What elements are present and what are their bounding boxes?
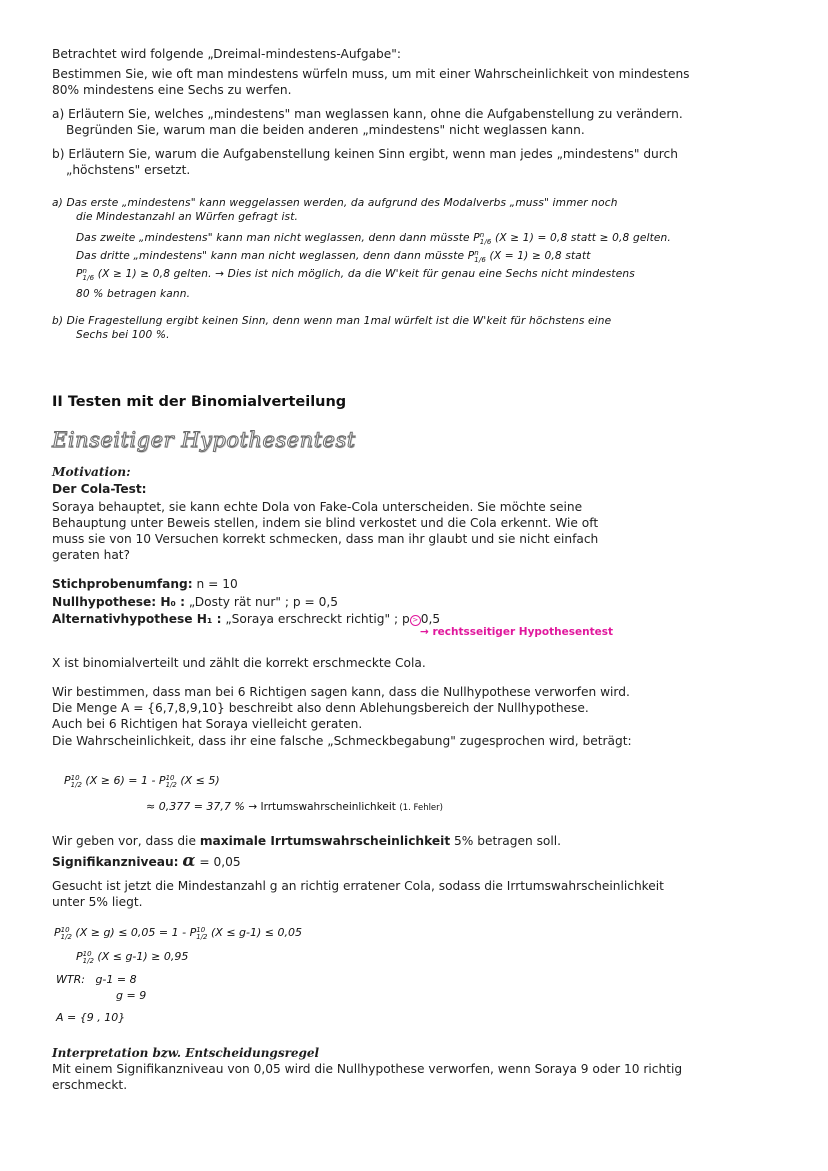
prob-symbol: P10 1/2 xyxy=(54,926,72,941)
task-b-1: b) Erläutern Sie, warum die Aufgabenstellung keinen Sinn ergibt, wenn man jedes „mindestens" durch xyxy=(52,147,678,161)
formula-1: P10 1/2 (X ≥ 6) = 1 - P10 1/2 (X ≤ 5) xyxy=(64,774,220,789)
prob-symbol: Pn 1/6 xyxy=(473,231,492,246)
task-b-2: „höchstens" ersetzt. xyxy=(66,163,191,177)
section-title: Einseitiger Hypothesentest xyxy=(52,428,356,452)
prob-symbol: Pn 1/6 xyxy=(76,267,95,282)
task-intro: Betrachtet wird folgende „Dreimal-mindestens-Aufgabe": xyxy=(52,47,401,61)
cola-para-2: Behauptung unter Beweis stellen, indem sie blind verkostet und die Cola erkennt. Wie oft xyxy=(52,516,599,530)
task-a-1: a) Erläutern Sie, welches „mindestens" man weglassen kann, ohne die Aufgabenstellung zu verändern. xyxy=(52,107,683,121)
right-tailed-note: → rechtsseitiger Hypothesentest xyxy=(420,626,614,638)
answer-b-1: b) Die Fragestellung ergibt keinen Sinn, denn wenn man 1mal würfelt ist die W'keit für höchstens eine xyxy=(52,315,612,327)
cola-para-4: geraten hat? xyxy=(52,548,131,562)
section-heading: II Testen mit der Binomialverteilung xyxy=(52,394,347,410)
answer-a-6: 80 % betragen kann. xyxy=(76,288,191,300)
alt-hypothesis: Alternativhypothese H₁ : „Soraya erschreckt richtig" ; p > 0,5 xyxy=(52,612,441,626)
equation-3: WTR: g-1 = 8 xyxy=(56,973,137,986)
interpretation-line-1: Mit einem Signifikanzniveau von 0,05 wird die Nullhypothese verworfen, wenn Soraya 9 oder 10 richtig xyxy=(52,1062,683,1076)
null-hypothesis: Nullhypothese: H₀ : „Dosty rät nur" ; p = 0,5 xyxy=(52,595,338,609)
answer-a-4: Das dritte „mindestens" kann man nicht weglassen, denn dann müsste Pn 1/6 (X = 1) ≥ 0,8 statt xyxy=(76,249,591,264)
equation-4: g = 9 xyxy=(116,989,147,1002)
given-line: Wir geben vor, dass die maximale Irrtumswahrscheinlichkeit 5% betragen soll. xyxy=(52,834,562,848)
prob-symbol: P10 1/2 xyxy=(158,774,177,789)
prob-symbol: P10 1/2 xyxy=(189,926,208,941)
task-line-1: Bestimmen Sie, wie oft man mindestens würfeln muss, um mit einer Wahrscheinlichkeit von mindestens xyxy=(52,67,690,81)
prob-symbol: Pn 1/6 xyxy=(467,249,486,264)
task-a-2: Begründen Sie, warum man die beiden anderen „mindestens" nicht weglassen kann. xyxy=(66,123,585,137)
prob-symbol: P10 1/2 xyxy=(76,950,94,965)
answer-a-2: die Mindestanzahl an Würfen gefragt ist. xyxy=(76,211,299,223)
cola-para-1: Soraya behauptet, sie kann echte Dola von Fake-Cola unterscheiden. Sie möchte seine xyxy=(52,500,583,514)
formula-2: ≈ 0,377 = 37,7 % → Irrtumswahrscheinlichkeit (1. Fehler) xyxy=(146,800,443,813)
search-line-2: unter 5% liegt. xyxy=(52,895,143,909)
task-line-2: 80% mindestens eine Sechs zu werfen. xyxy=(52,83,292,97)
motivation-label: Motivation: xyxy=(52,465,131,479)
text-w1: Wir bestimmen, dass man bei 6 Richtigen sagen kann, dass die Nullhypothese verworfen wird. xyxy=(52,685,630,699)
answer-b-2: Sechs bei 100 %. xyxy=(76,329,170,341)
answer-a-5: Pn 1/6 (X ≥ 1) ≥ 0,8 gelten. → Dies ist nich möglich, da die W'keit für genau eine Sechs nicht mindestens xyxy=(76,267,635,282)
cola-test-label: Der Cola-Test: xyxy=(52,482,147,496)
greater-than-circled: > xyxy=(410,615,421,626)
interpretation-line-2: erschmeckt. xyxy=(52,1078,128,1092)
significance-level: Signifikanzniveau: α = 0,05 xyxy=(52,851,241,871)
equation-2: P10 1/2 (X ≤ g-1) ≥ 0,95 xyxy=(76,950,189,965)
text-w3: Auch bei 6 Richtigen hat Soraya vielleicht geraten. xyxy=(52,717,363,731)
interpretation-label: Interpretation bzw. Entscheidungsregel xyxy=(52,1046,320,1060)
search-line-1: Gesucht ist jetzt die Mindestanzahl g an richtig erratener Cola, sodass die Irrtumswahrscheinlichkeit xyxy=(52,879,664,893)
equation-1: P10 1/2 (X ≥ g) ≤ 0,05 = 1 - P10 1/2 (X ≤ g-1) ≤ 0,05 xyxy=(54,926,302,941)
text-w2: Die Menge A = {6,7,8,9,10} beschreibt also denn Ablehungsbereich der Nullhypothese. xyxy=(52,701,589,715)
answer-a-3: Das zweite „mindestens" kann man nicht weglassen, denn dann müsste Pn 1/6 (X ≥ 1) = 0,8 statt ≥ 0,8 gelten. xyxy=(76,231,671,246)
text-w4: Die Wahrscheinlichkeit, dass ihr eine falsche „Schmeckbegabung" zugesprochen wird, beträgt: xyxy=(52,734,632,748)
cola-para-3: muss sie von 10 Versuchen korrekt schmecken, dass man ihr glaubt und sie nicht einfach xyxy=(52,532,599,546)
answer-a-1: a) Das erste „mindestens" kann weggelassen werden, da aufgrund des Modalverbs „muss" immer noch xyxy=(52,197,618,209)
sample-size: Stichprobenumfang: n = 10 xyxy=(52,577,238,591)
equation-5: A = {9 , 10} xyxy=(56,1011,126,1024)
x-definition: X ist binomialverteilt und zählt die korrekt erschmeckte Cola. xyxy=(52,656,426,670)
prob-symbol: P10 1/2 xyxy=(64,774,82,789)
